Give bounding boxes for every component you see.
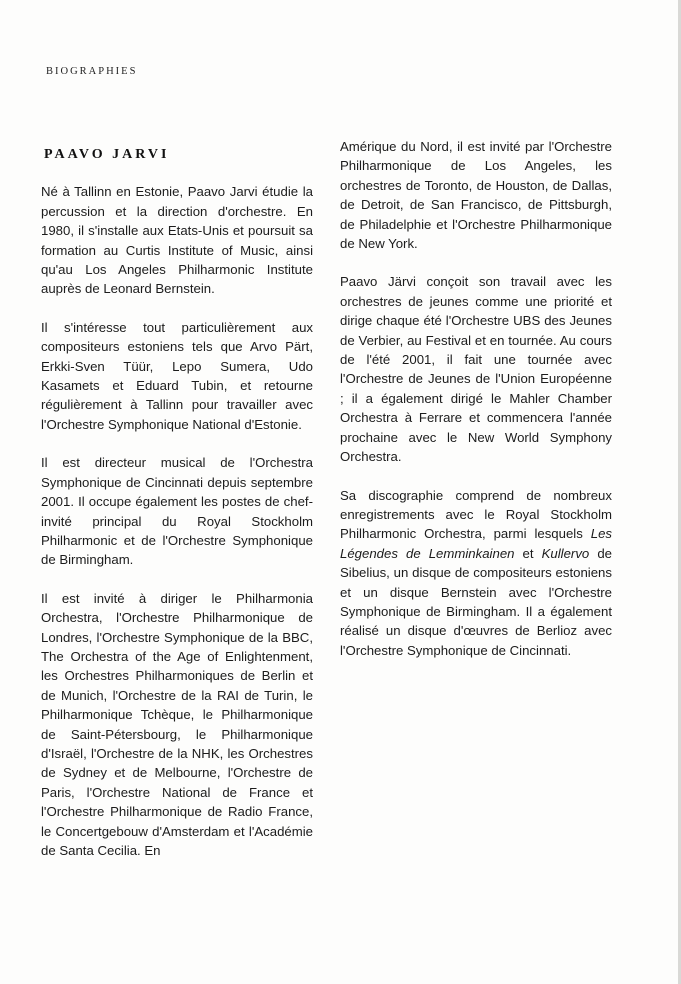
discography-text-start: Sa discographie comprend de nombreux enregistrements avec le Royal Stockholm Philharmonic Orchestra, parmi lesquels	[340, 487, 612, 542]
bio-title: PAAVO JARVI	[44, 147, 170, 162]
paragraph-birth: Né à Tallinn en Estonie, Paavo Jarvi étudie la percussion et la direction d'orchestre. En 1980, il s'installe aux Etats-Unis et poursuit sa formation au Curtis Institute of Music, ainsi qu'au Los Angeles Philharmonic Institute auprès de Leonard Bernstein.	[41, 184, 313, 297]
discography-text-end: de Sibelius, un disque de compositeurs estoniens et un disque Bernstein avec l'Orchestre Symphonique de Birmingham. Il a également réalisé un disque d'œuvres de Berlioz avec l'Orchestre Symphonique de Cincinnati.	[340, 545, 612, 658]
album-title-lemminkainen: Les Légendes de Lemminkainen	[340, 526, 612, 561]
paragraph-composers: Il s'intéresse tout particulièrement aux compositeurs estoniens tels que Arvo Pärt, Erkki-Sven Tüür, Lepo Sumera, Udo Kasamets et Eduard Tubin, et retourne régulièrement à Tallinn pour travailler avec l'Orchestre Symphonique National d'Estonie.	[41, 319, 313, 432]
section-label: BIOGRAPHIES	[46, 66, 138, 77]
right-column	[340, 137, 612, 660]
paragraph-director: Il est directeur musical de l'Orchestra Symphonique de Cincinnati depuis septembre 2001. Il occupe également les postes de chef-invité principal du Royal Stockholm Philharmonic et de l'Orchestre Symphonique de Birmingham.	[41, 455, 313, 568]
discography-text-and: et	[514, 545, 542, 561]
left-column	[41, 140, 313, 860]
paragraph-guest-conducting: Il est invité à diriger le Philharmonia Orchestra, l'Orchestre Philharmonique de Londres, l'Orchestre Symphonique de la BBC, The Orchestra of the Age of Enlightenment, les Orchestres Philharmoniques de Berlin et de Munich, l'Orchestre de la RAI de Turin, le Philharmonique Tchèque, le Philharmonique de Saint-Pétersbourg, le Philharmonique d'Israël, l'Orchestre de la NHK, les Orchestres de Sydney et de Melbourne, l'Orchestre de Paris, l'Orchestre National de France et l'Orchestre Philharmonique de Radio France, le Concertgebouw d'Amsterdam et l'Académie de Santa Cecilia. En	[41, 590, 313, 858]
paragraph-youth-orchestras: Paavo Järvi conçoit son travail avec les orchestres de jeunes comme une priorité et dirige chaque été l'Orchestre UBS des Jeunes de Verbier, au Festival et en tournée. Au cours de l'été 2001, il fait une tournée avec l'Orchestre de Jeunes de l'Union Européenne ; il a également dirigé le Mahler Chamber Orchestra à Ferrare et commencera l'année prochaine avec le New World Symphony Orchestra.	[340, 274, 612, 465]
paragraph-north-america: Amérique du Nord, il est invité par l'Orchestre Philharmonique de Los Angeles, les orchestres de Toronto, de Houston, de Dallas, de Detroit, de San Francisco, de Pittsburgh, de Philadelphie et l'Orchestre Philharmonique de New York.	[340, 139, 612, 252]
paragraph-discography	[340, 486, 612, 661]
album-title-kullervo: Kullervo	[541, 545, 590, 561]
